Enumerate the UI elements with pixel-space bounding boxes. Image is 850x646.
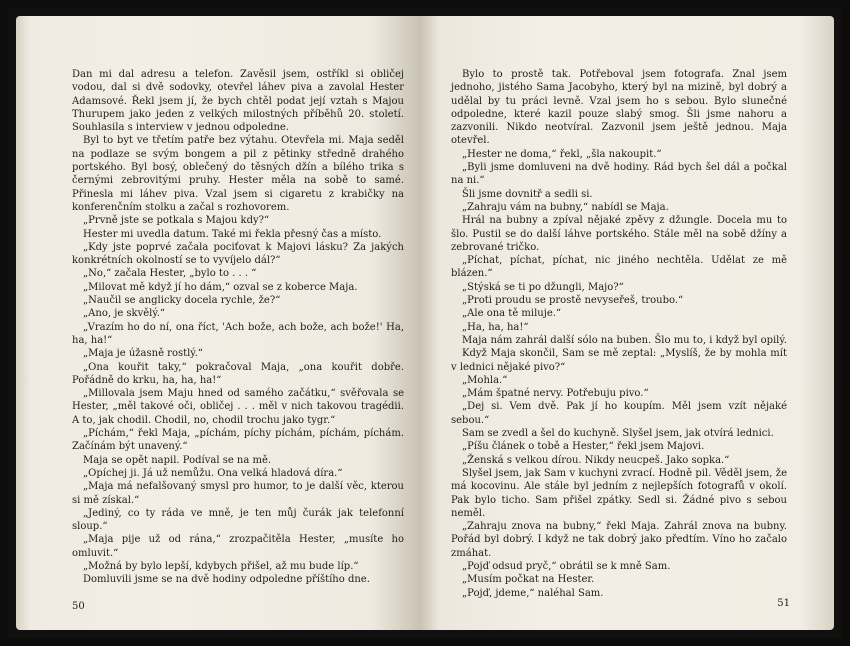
book-spread bbox=[8, 8, 842, 638]
paragraph: „Hester ne doma,“ řekl, „šla nakoupit.“ bbox=[462, 148, 662, 160]
paragraph: Šli jsme dovnitř a sedli si. bbox=[462, 188, 593, 200]
paragraph: „Píšu článek o tobě a Hester,“ řekl jsem Majovi. bbox=[462, 441, 705, 453]
paragraph: „Millovala jsem Maju hned od samého začátku,“ svěřovala se Hester, „měl takové oči, obličej . . . měl v nich takovou tragédii. A to, jak chodil. Chodil, no, chodil trochu jako tygr.“ bbox=[72, 388, 404, 426]
paragraph: „Ženská s velkou dírou. Nikdy neucpeš. Jako sopka.“ bbox=[462, 454, 730, 466]
paragraph: „Jediný, co ty ráda ve mně, je ten můj čurák jak telefonní sloup.“ bbox=[72, 507, 404, 533]
paragraph: „Zahraju vám na bubny,“ nabídl se Maja. bbox=[462, 201, 669, 213]
paragraph: „Píchám,“ řekl Maja, „píchám, píchy píchám, píchám, píchám. Začínám být unavený.“ bbox=[72, 428, 404, 453]
paragraph: Když Maja skončil, Sam se mě zeptal: „Myslíš, že by mohla mít v lednici nějaké pivo?“ bbox=[451, 348, 787, 373]
paragraph: „Ale ona tě miluje.“ bbox=[462, 308, 562, 320]
paragraph: Hrál na bubny a zpíval nějaké zpěvy z džungle. Docela mu to šlo. Pustil se do další láhve portského. Stále měl na sobě džíny a zebrované tričko. bbox=[451, 215, 787, 253]
right-page bbox=[421, 16, 834, 630]
paragraph: „Mám špatné nervy. Potřebuju pivo.“ bbox=[462, 388, 649, 400]
paragraph: „Vrazím ho do ní, ona říct, 'Ach bože, ach bože, ach bože!' Ha, ha, ha!“ bbox=[72, 321, 404, 346]
paragraph: „No,“ začala Hester, „bylo to . . . “ bbox=[83, 268, 257, 280]
paragraph: Maja nám zahrál další sólo na buben. Šlo mu to, i když byl opilý. bbox=[462, 334, 787, 346]
paragraph: Maja se opět napil. Podíval se na mě. bbox=[83, 454, 272, 466]
paragraph: Byl to byt ve třetím patře bez výtahu. Otevřela mi. Maja seděl na podlaze se svým bongem a pil z pětinky středně drahého portského. Byl bosý, oblečený do těsných džín a bílého trika s černými zebrovitými pruhy. Hester měla na sobě to samé. Přinesla mi láhev piva. Vzal jsem si cigaretu z krabičky na konferenčním stolku a začal s rozhovorem. bbox=[72, 135, 404, 213]
paragraph: „Stýská se ti po džungli, Majo?“ bbox=[462, 281, 624, 293]
paragraph: „Maja je úžasně rostlý.“ bbox=[83, 348, 203, 360]
left-page bbox=[16, 16, 421, 630]
paragraph: Bylo to prostě tak. Potřeboval jsem fotografa. Znal jsem jednoho, jistého Sama Jacobyho, který byl na mizině, byl dobrý a udělal by tu práci levně. Vzal jsem ho s sebou. Bylo slunečné odpoledne, které kazil pouze slabý smog. Šli jsme nahoru a zazvonili. Nikdo neotvíral. Zazvonil jsem ještě jednou. Maja otevřel. bbox=[451, 69, 787, 147]
paragraph: „Milovat mě když jí ho dám,“ ozval se z koberce Maja. bbox=[83, 281, 358, 293]
paragraph: „Prvně jste se potkala s Majou kdy?“ bbox=[83, 215, 270, 227]
paragraph: „Opíchej ji. Já už nemůžu. Ona velká hladová díra.“ bbox=[83, 467, 343, 479]
paragraph: „Naučil se anglicky docela rychle, že?“ bbox=[83, 295, 281, 307]
paragraph: „Kdy jste poprvé začala pociťovat k Majovi lásku? Za jakých konkrétních okolností se to vyvíjelo dál?“ bbox=[72, 241, 404, 267]
paragraph: „Musím počkat na Hester. bbox=[462, 574, 595, 586]
paragraph: „Zahraju znova na bubny,“ řekl Maja. Zahrál znova na bubny. Pořád byl dobrý. I když ne tak dobrý jako předtím. Víno ho začalo zmáhat. bbox=[451, 521, 787, 559]
paragraph: Hester mi uvedla datum. Také mi řekla přesný čas a místo. bbox=[83, 228, 382, 240]
paragraph: „Byli jsme domluveni na dvě hodiny. Rád bych šel dál a počkal na ni.“ bbox=[451, 162, 787, 187]
paragraph: Slyšel jsem, jak Sam v kuchyni zvrací. Hodně pil. Věděl jsem, že má kocovinu. Ale stále byl jedním z nejlepších fotografů v okolí. Pak bylo ticho. Sam přišel zpátky. Sedl si. Žádné pivo s sebou neměl. bbox=[451, 467, 787, 519]
paragraph: Sam se zvedl a šel do kuchyně. Slyšel jsem, jak otvírá lednici. bbox=[462, 428, 774, 440]
paragraph: „Mohla.“ bbox=[462, 374, 508, 386]
paragraph: Domluvili jsme se na dvě hodiny odpoledne příštího dne. bbox=[83, 574, 370, 586]
right-page-text bbox=[451, 68, 787, 600]
paragraph: Dan mi dal adresu a telefon. Zavěsil jsem, ostříkl si obličej vodou, dal si dvě sodovky, otevřel láhev piva a zavolal Hester Adamsové. Řekl jsem jí, že bych chtěl podat její vztah s Majou Thurupem jako jeden z velkých milostných příběhů 20. století. Souhlasila s interview v jednou odpoledne. bbox=[72, 69, 404, 134]
paragraph: „Ha, ha, ha!“ bbox=[462, 321, 529, 333]
paragraph: „Pojď, jdeme,“ naléhal Sam. bbox=[462, 587, 604, 599]
paragraph: „Dej si. Vem dvě. Pak jí ho koupím. Měl jsem vzít nějaké sebou.“ bbox=[451, 401, 787, 426]
paragraph: „Pojď odsud pryč,“ obrátil se k mně Sam. bbox=[462, 560, 671, 572]
paragraph: „Možná by bylo lepší, kdybych přišel, až mu bude líp.“ bbox=[83, 560, 359, 572]
paragraph: „Proti proudu se prostě nevyseřeš, troubo.“ bbox=[462, 295, 684, 307]
left-page-text bbox=[72, 68, 404, 587]
paragraph: „Píchat, píchat, píchat, nic jiného nechtěla. Udělat ze mě blázen.“ bbox=[451, 255, 787, 280]
page-number: 51 bbox=[777, 598, 790, 609]
paragraph: „Ano, je skvělý.“ bbox=[83, 308, 165, 320]
paragraph: „Maja má nefalšovaný smysl pro humor, to je další věc, kterou si mě získal.“ bbox=[72, 481, 404, 506]
page-number: 50 bbox=[72, 601, 85, 612]
paragraph: „Maja pije už od rána,“ zrozpačitěla Hester, „musíte ho omluvit.“ bbox=[72, 534, 404, 559]
paragraph: „Ona kouřit taky,“ pokračoval Maja, „ona kouřit dobře. Pořádně do krku, ha, ha, ha!“ bbox=[72, 361, 404, 386]
